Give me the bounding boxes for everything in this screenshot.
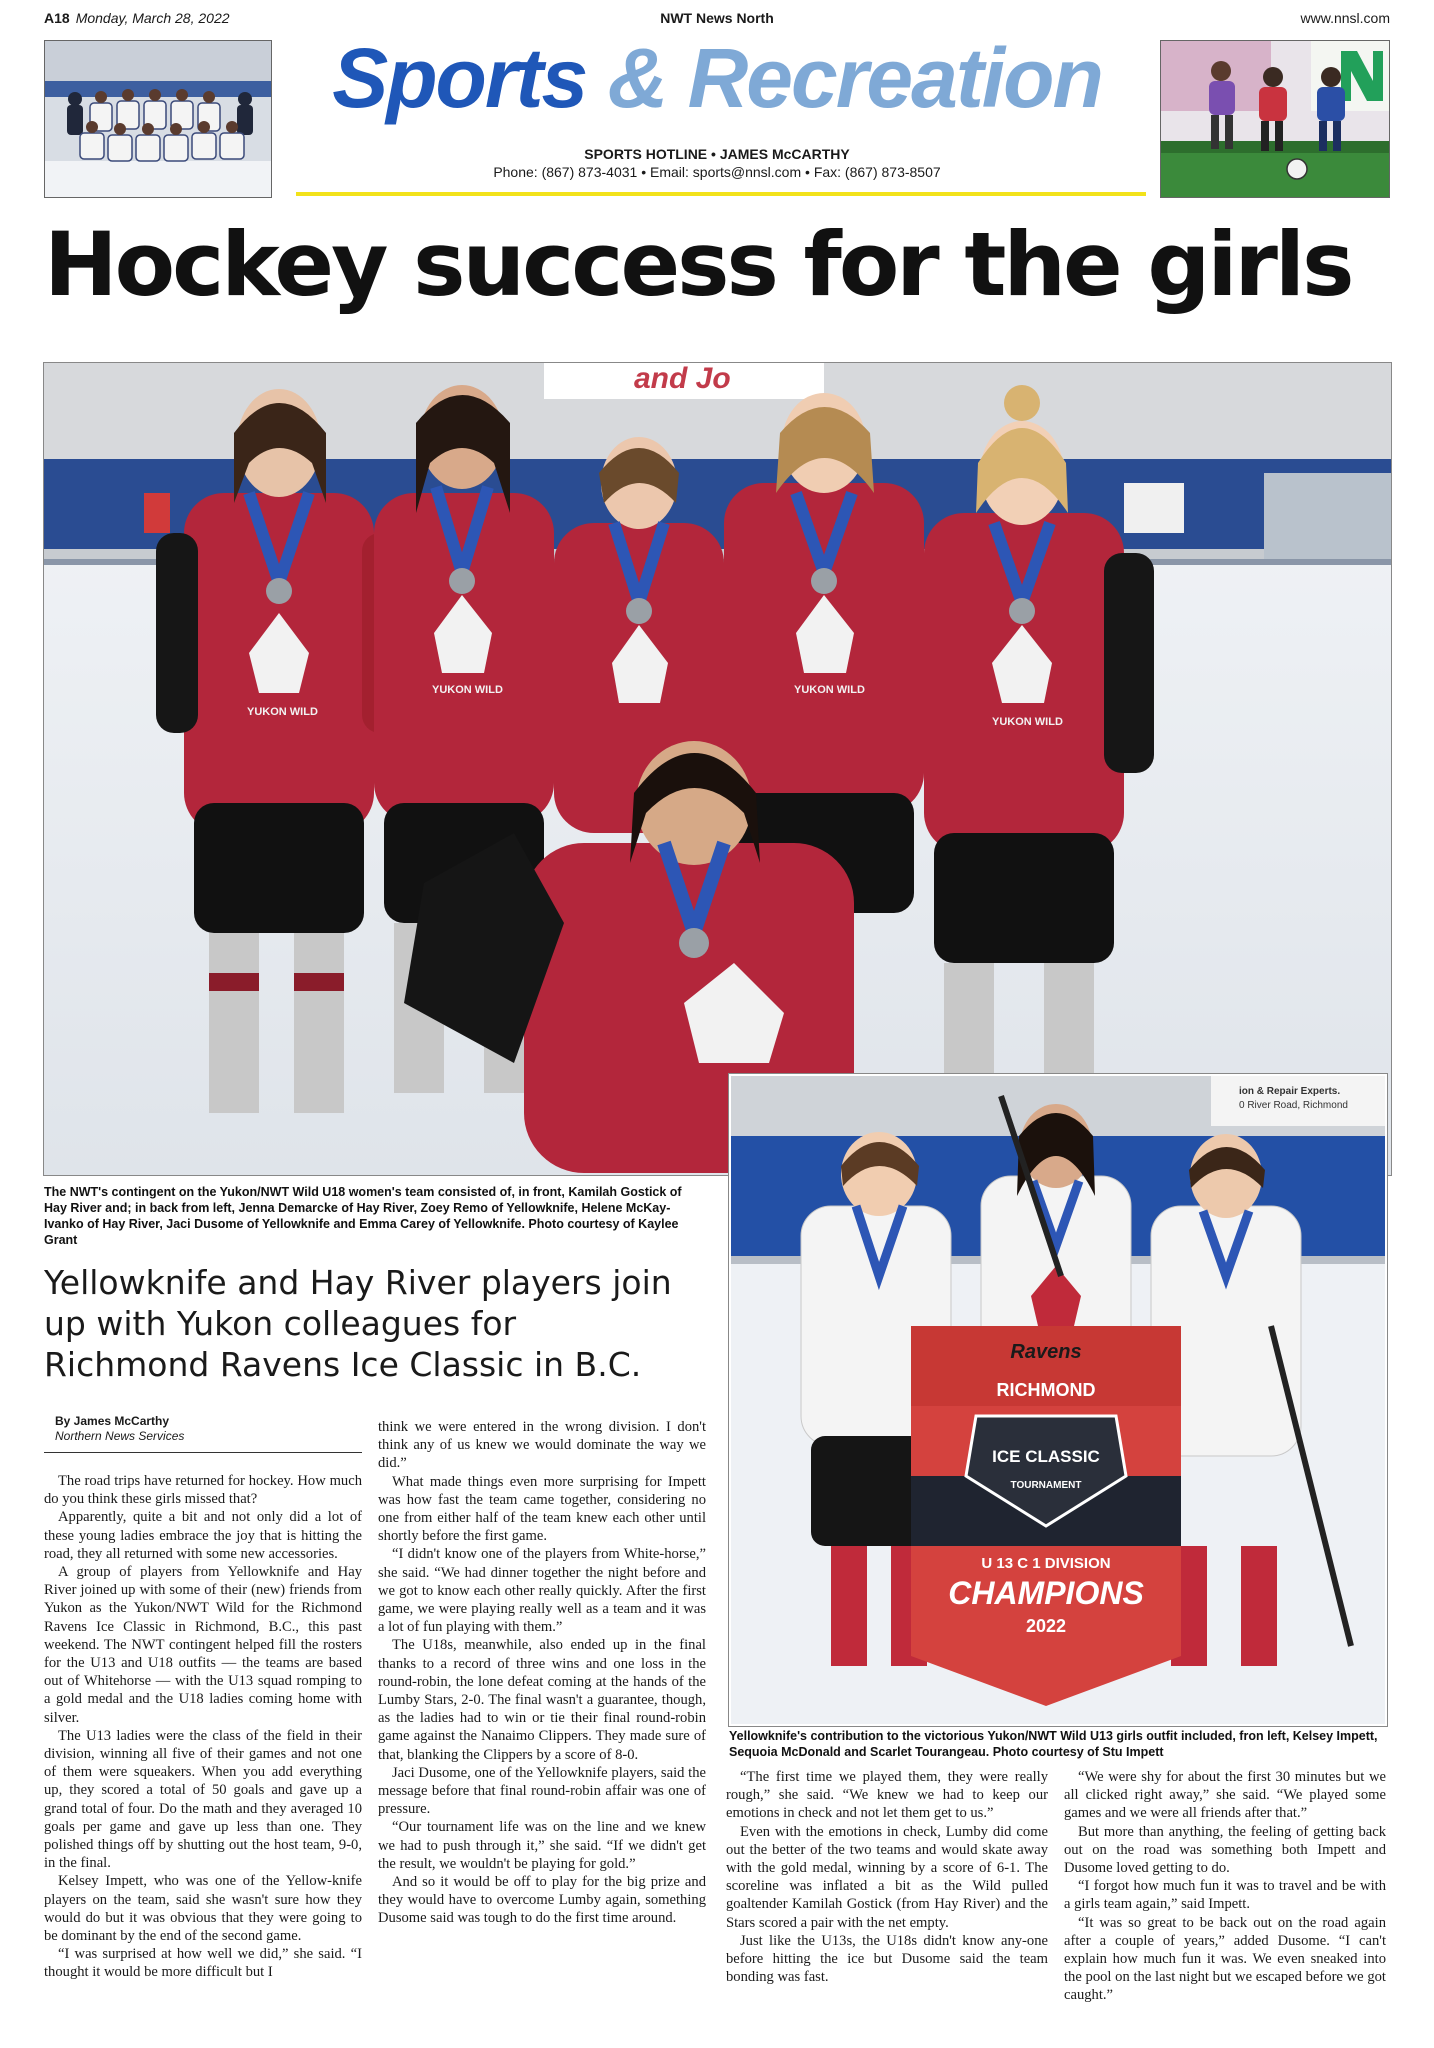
website-url[interactable]: www.nnsl.com [1300,10,1390,26]
paragraph: The road trips have returned for hockey. How much do you think these girls missed that? [44,1473,362,1508]
article-column-1 [44,1472,362,1982]
byline [55,1414,184,1444]
article-column-4 [1064,1768,1386,2005]
section-title [0,28,1434,128]
paragraph: The U18s, meanwhile, also ended up in the final thanks to a record of three wins and one loss in the round-robin, the lone defeat coming at the hands of the Lumby Stars, 2-0. The final wasn't a guarantee, though, as the ladies had to win or tie their final round-robin game against the Nanaimo Clippers. They made sure of that, blanking the Clippers by a score of 8-0. [378,1637,706,1763]
section-title-recreation: Recreation [687,31,1102,125]
paragraph: “I didn't know one of the players from White-horse,” she said. “We had dinner together the night before and we got to know each other really quickly. After the first game, we were playing really well as a team and it was a lot of fun playing with them.” [378,1546,706,1636]
hotline-contact: SPORTS HOTLINE • JAMES McCARTHY [584,146,850,162]
banner-year: 2022 [1025,1616,1067,1636]
paragraph: “We were shy for about the first 30 minutes but we all clicked right away,” she said. “We played some games and we were all friends after that.” [1064,1769,1386,1822]
paragraph: “The first time we played them, they were really rough,” she said. “We knew we had to keep our emotions in check and not let them get to us.” [726,1769,1048,1822]
subheadline: Yellowknife and Hay River players join up with Yukon colleagues for Richmond Ravens Ice Classic in B.C. [44,1263,672,1384]
issue-date: Monday, March 28, 2022 [75,10,230,26]
banner-tournament: TOURNAMENT [1010,1480,1082,1491]
banner-event: ICE CLASSIC [992,1447,1100,1466]
arena-banner-text: and Jo [634,363,731,395]
section-title-ampersand: & [607,31,667,125]
banner-division: U 13 C 1 DIVISION [981,1555,1111,1572]
banner-city: RICHMOND [996,1380,1096,1400]
paragraph: Jaci Dusome, one of the Yellowknife players, said the message before that final round-robin affair was one of pressure. [378,1764,706,1818]
arena-sign-line1: ion & Repair Experts. [1239,1086,1341,1097]
paragraph: But more than anything, the feeling of getting back out on the road was something both Impett and Dusome loved getting to do. [1064,1823,1386,1877]
paragraph: The U13 ladies were the class of the field in their division, winning all five of their games and not one of them were squeakers. When you add everything up, they scored a total of 50 goals and gave up a grand total of four. Do the math and they averaged 10 goals per game and gave up less than one. They polished things off by shutting out the host team, 9-0, in the final. [44,1727,362,1872]
paragraph: “It was so great to be back out on the road again after a couple of years,” added Dusome. “I can't explain how much fun it was. We even sneaked into the pool on the last night but we escaped before we got caught.” [1064,1914,1386,2004]
banner-club-name: Ravens [1010,1341,1082,1363]
headline: Hockey success for the girls [44,213,1352,316]
page-number: A18 [44,10,70,26]
article-column-2 [378,1418,706,1928]
byline-author: By James McCarthy [55,1414,170,1428]
newspaper-name: NWT News North [660,10,774,26]
paragraph: think we were entered in the wrong division. I don't think any of us knew we would dominate the way we did.” [378,1419,706,1472]
paragraph: Kelsey Impett, who was one of the Yellow-knife players on the team, said she wasn't sure how they would do but it was obvious that they were going to be dominant by the end of the second game. [44,1873,362,1945]
byline-organization: Northern News Services [55,1429,185,1443]
byline-divider [44,1452,362,1453]
svg-text:YUKON WILD: YUKON WILD [247,706,318,718]
paragraph: “I forgot how much fun it was to travel and be with a girls team again,” said Impett. [1064,1878,1386,1913]
champions-banner [911,1326,1181,1706]
arena-sign-line2: 0 River Road, Richmond [1239,1100,1348,1111]
main-photo [43,362,1392,1176]
svg-text:YUKON WILD: YUKON WILD [992,716,1063,728]
paragraph: A group of players from Yellowknife and Hay River joined up with some of their (new) friends from Yukon as the Yukon/NWT Wild for the Richmond Ravens Ice Classic in Richmond, B.C., this past weekend. The NWT contingent helped fill the rosters for the U13 and U18 outfits — the teams are based out of Whitehorse — with the U13 squad romping to a gold medal and the U18 ladies coming home with silver. [44,1564,362,1726]
svg-text:YUKON WILD: YUKON WILD [432,684,503,696]
second-photo-caption: Yellowknife's contribution to the victorious Yukon/NWT Wild U13 girls outfit included, fron left, Kelsey Impett, Sequoia McDonald and Scarlet Tourangeau. Photo courtesy of Stu Impett [729,1729,1378,1759]
paragraph: Just like the U13s, the U18s didn't know any-one before hitting the ice but Dusome said the team bonding was fast. [726,1932,1048,1986]
paragraph: “Our tournament life was on the line and we knew we had to push through it,” she said. “If we didn't get the result, we wouldn't be playing for gold.” [378,1819,706,1872]
paragraph: Apparently, quite a bit and not only did a lot of these young ladies embrace the joy that is hitting the road, they all returned with some new accessories. [44,1509,362,1562]
svg-text:YUKON WILD: YUKON WILD [794,684,865,696]
banner-champions: CHAMPIONS [948,1575,1144,1611]
paragraph: Even with the emotions in check, Lumby did come out the better of the two teams and would skate away with the gold medal, winning by a score of 6-1. The scoreline was inflated a bit as the Wild pulled goaltender Kamilah Gostick (from Hay River) and the Stars scored a pair with the net empty. [726,1823,1048,1931]
hotline-details: Phone: (867) 873-4031 • Email: sports@nnsl.com • Fax: (867) 873-8507 [493,164,941,180]
header-divider [296,192,1146,196]
paragraph: “I was surprised at how well we did,” she said. “I thought it would be more difficult but I [44,1946,362,1981]
paragraph: What made things even more surprising for Impett was how fast the team came together, considering no one from either half of the team knew each other until shortly before the first game. [378,1473,706,1545]
section-title-sports: Sports [332,31,587,125]
second-photo [729,1074,1387,1726]
main-photo-caption: The NWT's contingent on the Yukon/NWT Wild U18 women's team consisted of, in front, Kamilah Gostick of Hay River and; in back from left, Jenna Demarcke of Hay River, Zoey Remo of Yellowknife, Helene McKay-Ivanko of Hay River, Jaci Dusome of Yellowknife and Emma Carey of Yellowknife. Photo courtesy of Kaylee Grant [44,1185,682,1247]
paragraph: And so it would be off to play for the big prize and they would have to overcome Lumby again, something Dusome said was tough to do the first time around. [378,1874,706,1927]
sports-hotline [0,145,1434,181]
article-column-3 [726,1768,1048,1986]
